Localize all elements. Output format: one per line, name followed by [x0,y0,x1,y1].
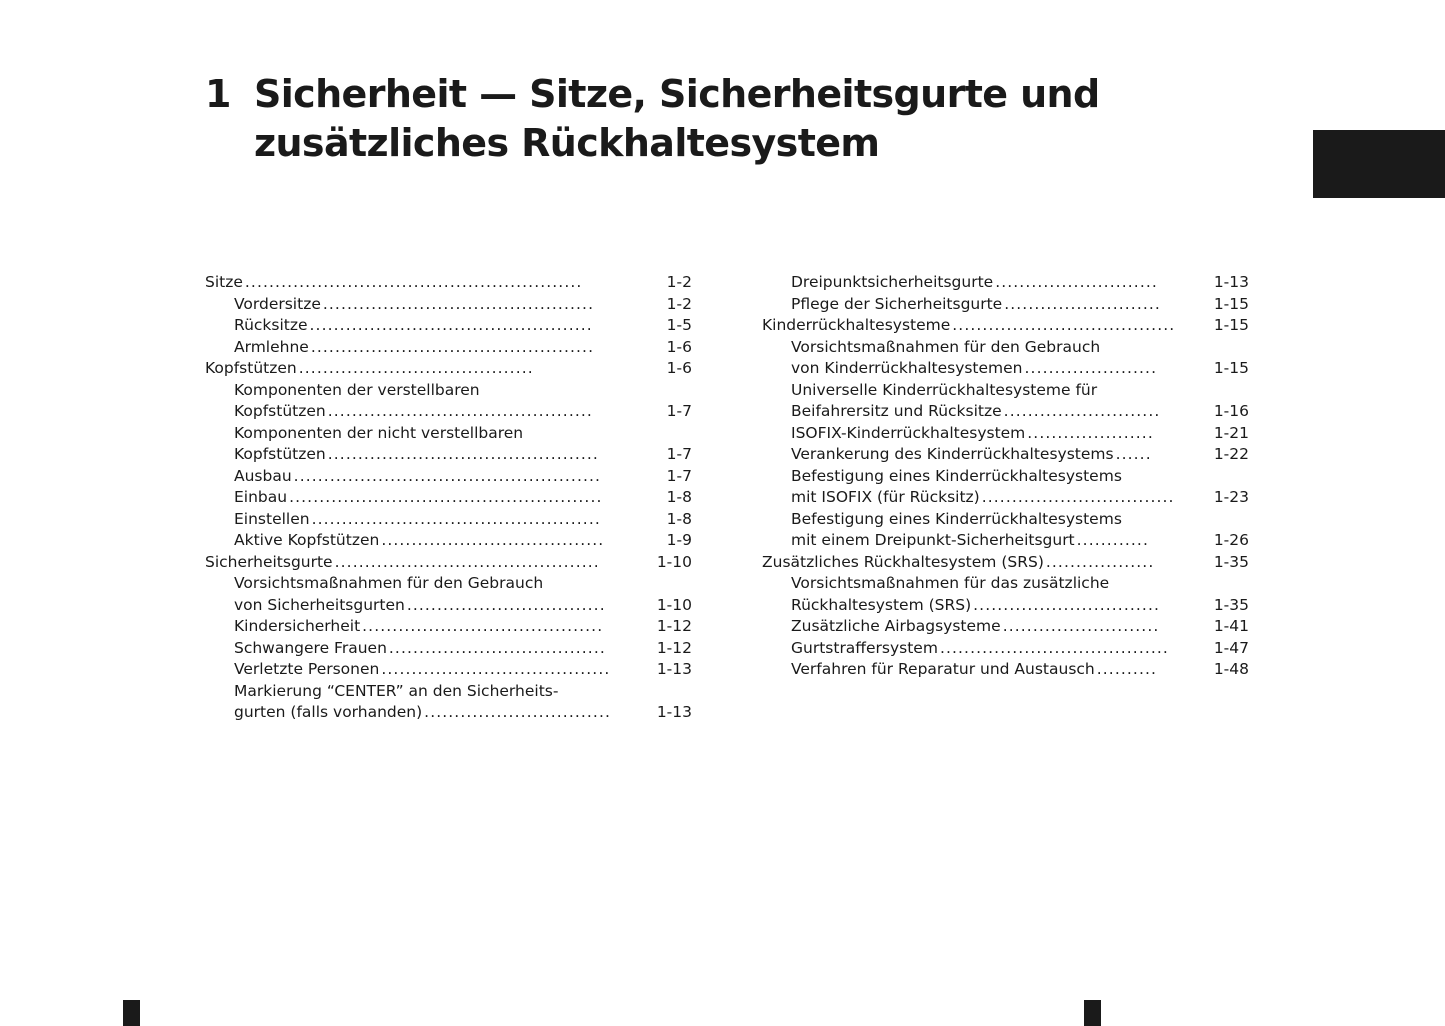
toc-entry[interactable] [205,509,692,531]
toc-entry[interactable] [762,659,1249,681]
toc-entry-label: Pflege der Sicherheitsgurte [791,294,1003,313]
toc-leader-dots: ................................................ [311,509,601,528]
toc-leader-dots: ............................................... [309,316,593,334]
toc-entry-label: Universelle Kinderrückhaltesysteme für [791,380,1098,399]
toc-entry[interactable] [205,659,692,681]
toc-leader-dots: ...................... [1024,359,1158,377]
crop-mark-left [123,1000,140,1026]
toc-entry-page: 1-8 [666,509,692,528]
toc-entry-label: von Kinderrückhaltesystemen [791,359,1023,377]
toc-entry[interactable] [205,337,692,359]
toc-entry-label: Komponenten der nicht verstellbaren [234,423,524,442]
toc-entry-label: Vorsichtsmaßnahmen für das zusätzliche [791,574,1110,592]
toc-entry-page: 1-13 [656,660,692,678]
toc-entry[interactable] [205,444,692,466]
toc-leader-dots: ............................................... [310,337,595,356]
toc-entry[interactable] [762,487,1249,509]
toc-entry[interactable] [762,315,1249,337]
toc-entry[interactable] [205,681,692,703]
toc-leader-dots: ............................................ [327,402,593,420]
toc-entry[interactable] [762,552,1249,574]
toc-entry[interactable] [205,552,692,574]
toc-entry-page: 1-2 [666,273,692,291]
toc-entry[interactable] [205,401,692,423]
toc-leader-dots: ............................... [973,595,1160,614]
toc-leader-dots: ............ [1076,531,1149,549]
toc-entry-page: 1-5 [666,316,692,334]
toc-leader-dots: ............................................ [334,552,600,571]
toc-entry[interactable] [762,358,1249,380]
toc-entry-label: Beifahrersitz und Rücksitze [791,402,1002,420]
toc-leader-dots: ...................................... [939,638,1169,657]
toc-leader-dots: ............................................. [322,294,595,313]
toc-entry-page: 1-6 [666,359,692,377]
toc-entry[interactable] [762,423,1249,445]
toc-leader-dots: .......................... [1002,617,1160,635]
toc-entry-label: Befestigung eines Kinderrückhaltesystems [791,466,1122,485]
toc-entry[interactable] [762,401,1249,423]
toc-entry-label: Vorsichtsmaßnahmen für den Gebrauch [791,337,1101,356]
toc-entry-page: 1-35 [1213,552,1249,571]
toc-entry-label: Ausbau [234,466,292,485]
toc-leader-dots: ..................................... [381,531,605,549]
toc-entry-label: Sitze [205,273,243,291]
toc-leader-dots: ...... [1115,445,1152,463]
toc-leader-dots: ............................................. [327,445,599,463]
toc-entry[interactable] [762,272,1249,294]
toc-leader-dots: .......................... [1003,402,1161,420]
toc-entry[interactable] [205,272,692,294]
toc-entry[interactable] [205,702,692,724]
toc-entry[interactable] [205,616,692,638]
toc-entry[interactable] [205,573,692,595]
toc-leader-dots: ............................... [424,703,612,721]
toc-entry-page: 1-47 [1213,638,1249,657]
toc-entry-page: 1-15 [1213,359,1249,377]
toc-leader-dots: .......................... [1004,294,1161,313]
toc-entry-label: Markierung “CENTER” an den Sicherheits- [234,681,559,700]
toc-entry-label: Verfahren für Reparatur und Austausch [791,660,1095,678]
toc-entry-label: Kinderrückhaltesysteme [762,316,951,334]
toc-leader-dots: .................................... [388,638,606,657]
toc-entry-label: Schwangere Frauen [234,638,387,657]
toc-entry[interactable] [205,638,692,660]
toc-entry[interactable] [762,444,1249,466]
toc-entry[interactable] [762,380,1249,402]
toc-entry-page: 1-9 [666,531,692,549]
toc-entry-page: 1-23 [1213,488,1249,506]
toc-leader-dots: .................. [1045,552,1155,571]
toc-entry[interactable] [205,466,692,488]
toc-entry-page: 1-6 [666,337,692,356]
toc-entry-page: 1-8 [666,488,692,506]
toc-entry[interactable] [205,487,692,509]
toc-column-left [205,272,692,724]
page-title [205,70,1205,167]
toc-entry-label: ISOFIX-Kinderrückhaltesystem [791,423,1026,442]
toc-entry-page: 1-7 [666,402,692,420]
toc-leader-dots: .................................................... [289,488,603,506]
toc-leader-dots: .......... [1096,660,1158,678]
toc-entry-page: 1-12 [656,638,692,657]
toc-entry-label: Aktive Kopfstützen [234,531,380,549]
toc-leader-dots: ..................................... [952,316,1176,334]
toc-entry[interactable] [762,466,1249,488]
chapter-edge-tab [1313,130,1445,198]
toc-entry-page: 1-7 [666,445,692,463]
toc-leader-dots: ................................................... [293,466,602,485]
toc-entry-label: Kopfstützen [234,445,326,463]
toc-entry[interactable] [205,358,692,380]
toc-entry-page: 1-16 [1213,402,1249,420]
toc-leader-dots: ...................................... [381,660,611,678]
toc-leader-dots: ........................... [995,273,1158,291]
toc-entry[interactable] [205,380,692,402]
toc-entry-label: Kindersicherheit [234,617,361,635]
toc-entry-label: Komponenten der verstellbaren [234,380,480,399]
toc-entry-page: 1-13 [656,703,692,721]
toc-entry-label: Verletzte Personen [234,660,380,678]
toc-entry[interactable] [762,573,1249,595]
toc-entry-page: 1-35 [1213,595,1249,614]
toc-entry-label: gurten (falls vorhanden) [234,703,423,721]
toc-entry-label: Befestigung eines Kinderrückhaltesystems [791,509,1122,528]
toc-entry-page: 1-22 [1213,445,1249,463]
toc-leader-dots: ................................. [406,595,606,614]
toc-entry[interactable] [762,337,1249,359]
toc-entry-label: Verankerung des Kinderrückhaltesystems [791,445,1114,463]
toc-column-right [762,272,1249,724]
toc-entry[interactable] [205,423,692,445]
toc-leader-dots: ..................... [1027,423,1154,442]
toc-entry[interactable] [762,638,1249,660]
toc-entry-label: Sicherheitsgurte [205,552,333,571]
toc-entry-page: 1-48 [1213,660,1249,678]
toc-entry-label: Rückhaltesystem (SRS) [791,595,972,614]
toc-entry-page: 1-7 [666,466,692,485]
toc-entry[interactable] [762,530,1249,552]
crop-mark-right [1084,1000,1101,1026]
toc-entry-label: mit ISOFIX (für Rücksitz) [791,488,980,506]
toc-entry-label: Einstellen [234,509,310,528]
toc-entry-page: 1-12 [656,617,692,635]
toc-entry-label: Armlehne [234,337,309,356]
toc-entry-label: von Sicherheitsgurten [234,595,405,614]
toc-entry-page: 1-13 [1213,273,1249,291]
toc-entry-label: Dreipunktsicherheitsgurte [791,273,994,291]
toc-entry-label: Zusätzliches Rückhaltesystem (SRS) [762,552,1044,571]
toc-entry[interactable] [762,294,1249,316]
toc-entry-label: Einbau [234,488,288,506]
table-of-contents [205,272,1250,724]
toc-entry-page: 1-15 [1213,316,1249,334]
toc-entry-label: Gurtstraffersystem [791,638,938,657]
toc-entry-page: 1-15 [1213,294,1249,313]
toc-entry[interactable] [762,595,1249,617]
toc-entry-label: Kopfstützen [205,359,297,377]
toc-leader-dots: ........................................................ [244,273,583,291]
toc-entry[interactable] [762,616,1249,638]
toc-leader-dots: ........................................ [362,617,604,635]
toc-entry-label: Rücksitze [234,316,308,334]
toc-entry[interactable] [205,595,692,617]
toc-leader-dots: ....................................... [298,359,534,377]
chapter-title: Sicherheit — Sitze, Sicherheitsgurte und zusätzliches Rückhaltesystem [253,72,1100,165]
toc-entry-label: Kopfstützen [234,402,326,420]
toc-leader-dots: ................................ [981,488,1175,506]
toc-entry-label: Vorsichtsmaßnahmen für den Gebrauch [234,574,544,592]
toc-entry-page: 1-21 [1213,423,1249,442]
toc-entry-label: Zusätzliche Airbagsysteme [791,617,1001,635]
toc-entry[interactable] [205,294,692,316]
toc-entry-label: Vordersitze [234,294,321,313]
chapter-number: 1 [205,72,231,116]
toc-entry-page: 1-10 [656,552,692,571]
toc-entry-page: 1-2 [666,294,692,313]
toc-entry[interactable] [762,509,1249,531]
toc-entry[interactable] [205,530,692,552]
toc-entry-page: 1-10 [656,595,692,614]
toc-entry-label: mit einem Dreipunkt-Sicherheitsgurt [791,531,1075,549]
toc-entry-page: 1-26 [1213,531,1249,549]
toc-entry[interactable] [205,315,692,337]
toc-entry-page: 1-41 [1213,617,1249,635]
